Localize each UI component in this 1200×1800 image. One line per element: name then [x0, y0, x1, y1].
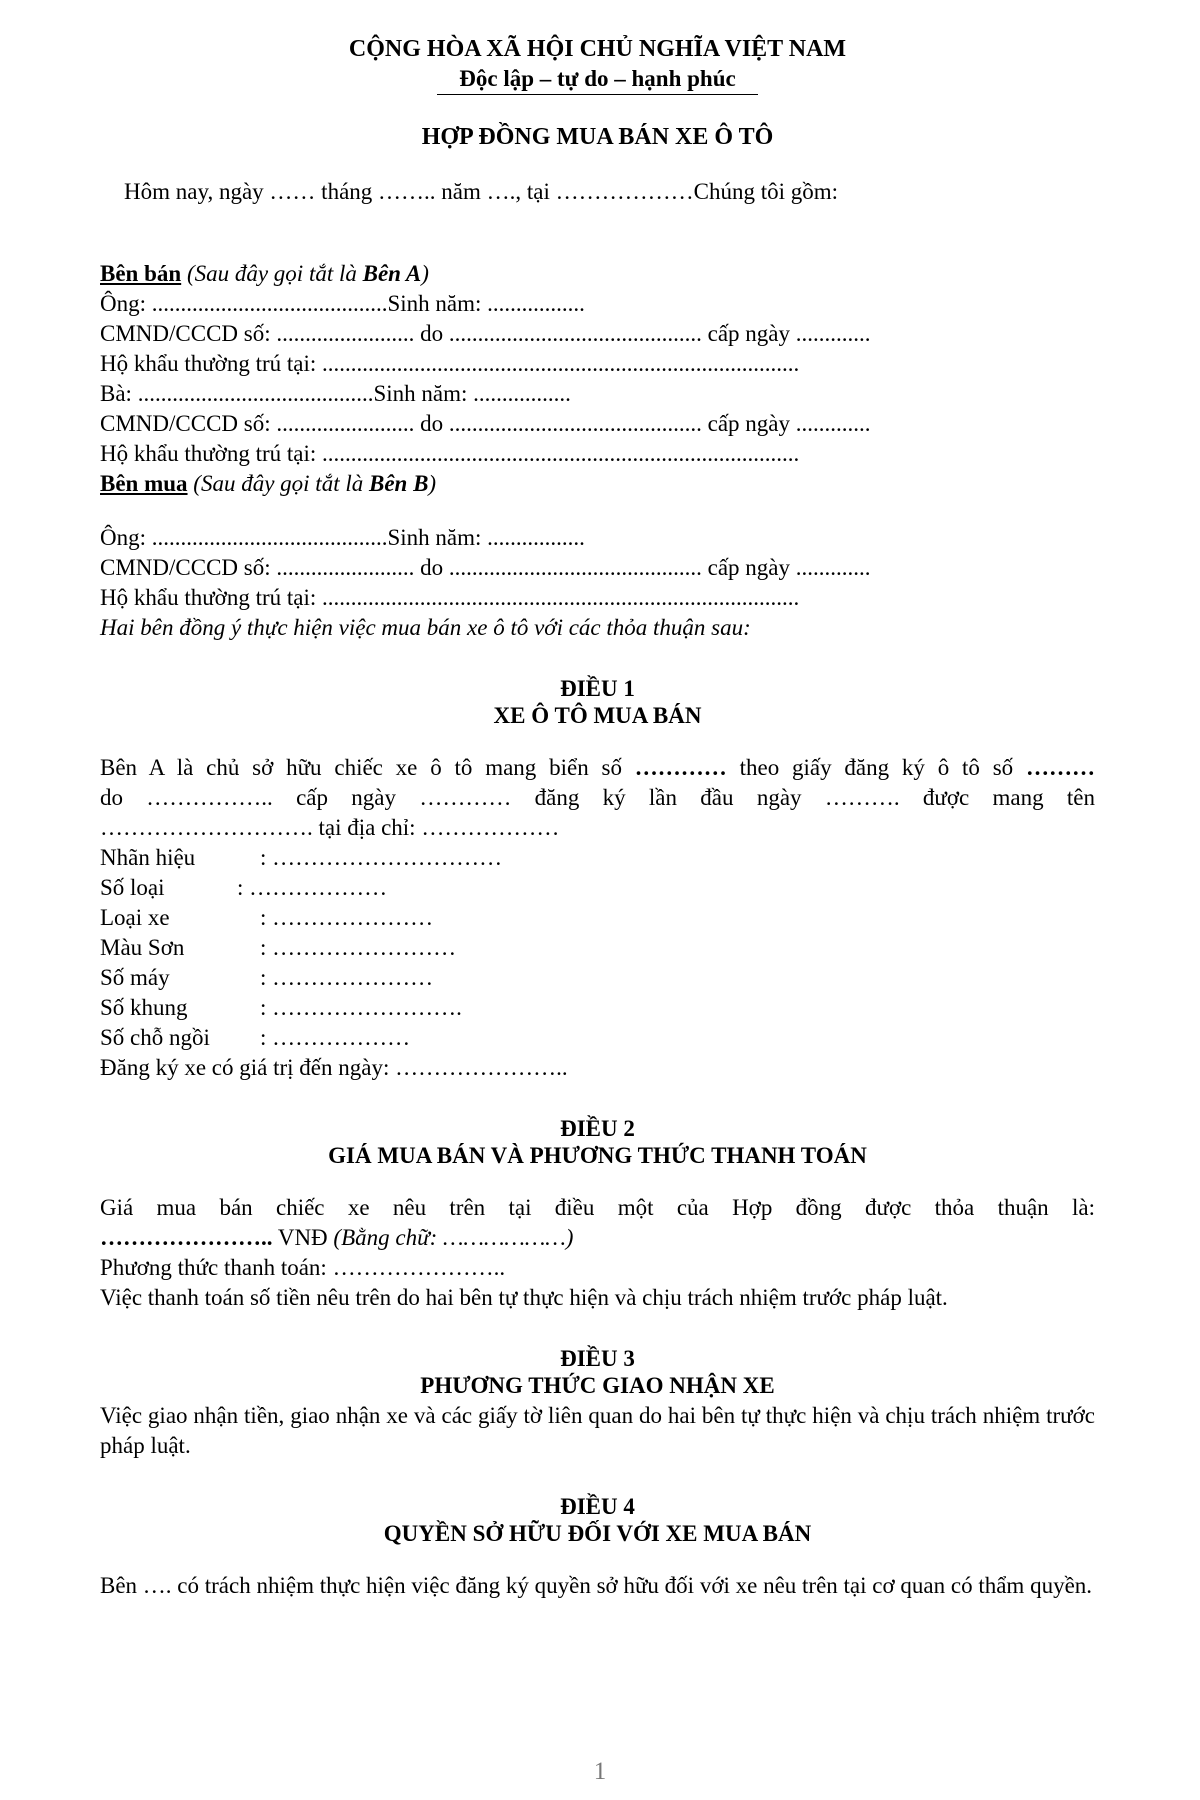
- spec-row: Số khung : …………………….: [100, 995, 462, 1020]
- spec-row: Số chỗ ngồi : ………………: [100, 1025, 411, 1050]
- seller-alias: Bên A: [362, 261, 422, 286]
- payment-responsibility: Việc thanh toán số tiền nêu trên do hai bên tự thực hiện và chịu trách nhiệm trước pháp luật.: [100, 1285, 948, 1310]
- article-2-number: ĐIỀU 2: [560, 1116, 635, 1141]
- article-1-title: XE Ô TÔ MUA BÁN: [493, 703, 702, 728]
- seller-line: Ông: .........................................Sinh năm: .................: [100, 291, 585, 316]
- article-1-number: ĐIỀU 1: [560, 676, 635, 701]
- spec-row: Màu Sơn : ……………………: [100, 935, 457, 960]
- seller-heading: Bên bán (Sau đây gọi tắt là Bên A): [100, 261, 429, 286]
- seller-line: Hộ khẩu thường trú tại: ...................................................................................: [100, 441, 800, 466]
- buyer-alias: Bên B: [368, 471, 429, 496]
- article-1-paragraph: Bên A là chủ sở hữu chiếc xe ô tô mang biển số ………… theo giấy đăng ký ô tô số ……… do …………….. cấp ngày ………… đăng ký lần đầu ngày ………. được mang tên ………………………. tại địa chỉ: ………………: [100, 755, 1095, 840]
- spec-row: Số loại : ………………: [100, 875, 388, 900]
- article-2-price: Giá mua bán chiếc xe nêu trên tại điều một của Hợp đồng được thỏa thuận là: ………………….. VNĐ (Bằng chữ: ………………): [100, 1195, 1095, 1250]
- payment-method: Phương thức thanh toán: …………………..: [100, 1255, 506, 1280]
- article-3-title: PHƯƠNG THỨC GIAO NHẬN XE: [420, 1373, 775, 1398]
- buyer-line: Hộ khẩu thường trú tại: ...................................................................................: [100, 585, 800, 610]
- article-3-number: ĐIỀU 3: [560, 1346, 635, 1371]
- seller-line: CMND/CCCD số: ........................ do ............................................ cấp ngày .............: [100, 411, 871, 436]
- intro-line: Hôm nay, ngày …… tháng …….. năm …., tại ………………Chúng tôi gồm:: [124, 179, 839, 204]
- seller-line: CMND/CCCD số: ........................ do ............................................ cấp ngày .............: [100, 321, 871, 346]
- registration-validity: Đăng ký xe có giá trị đến ngày: …………………..: [100, 1055, 568, 1080]
- article-4-body: Bên …. có trách nhiệm thực hiện việc đăng ký quyền sở hữu đối với xe nêu trên tại cơ quan có thẩm quyền.: [100, 1573, 1093, 1598]
- seller-line: Hộ khẩu thường trú tại: ...................................................................................: [100, 351, 800, 376]
- spec-row: Loại xe : …………………: [100, 905, 434, 930]
- document-content: [100, 30, 1095, 1601]
- nation-heading: CỘNG HÒA XÃ HỘI CHỦ NGHĨA VIỆT NAM: [348, 36, 847, 62]
- article-2-title: GIÁ MUA BÁN VÀ PHƯƠNG THỨC THANH TOÁN: [328, 1143, 867, 1168]
- agreement-line: Hai bên đồng ý thực hiện việc mua bán xe ô tô với các thỏa thuận sau:: [100, 615, 751, 640]
- article-4-number: ĐIỀU 4: [560, 1494, 635, 1519]
- document-title: HỢP ĐỒNG MUA BÁN XE Ô TÔ: [421, 124, 774, 150]
- buyer-label: Bên mua: [100, 471, 188, 496]
- buyer-line: Ông: .........................................Sinh năm: .................: [100, 525, 585, 550]
- spec-row: Nhãn hiệu : …………………………: [100, 845, 503, 870]
- national-motto: Độc lập – tự do – hạnh phúc: [437, 65, 757, 95]
- article-3-body: Việc giao nhận tiền, giao nhận xe và các giấy tờ liên quan do hai bên tự thực hiện và chịu trách nhiệm trước pháp luật.: [100, 1403, 1095, 1458]
- spec-row: Số máy : …………………: [100, 965, 434, 990]
- vehicle-specs: [100, 843, 1095, 1053]
- page-number: 1: [593, 1758, 607, 1785]
- buyer-heading: Bên mua (Sau đây gọi tắt là Bên B): [100, 471, 437, 496]
- seller-line: Bà: .........................................Sinh năm: .................: [100, 381, 571, 406]
- article-4-title: QUYỀN SỞ HỮU ĐỐI VỚI XE MUA BÁN: [383, 1521, 812, 1546]
- buyer-line: CMND/CCCD số: ........................ do ............................................ cấp ngày .............: [100, 555, 871, 580]
- seller-label: Bên bán: [100, 261, 182, 286]
